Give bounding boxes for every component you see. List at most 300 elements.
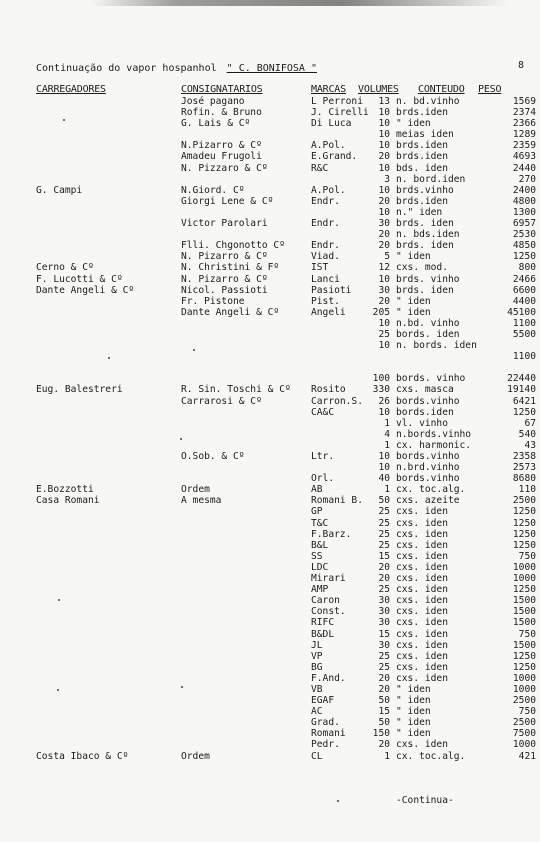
cell-volume: 25 xyxy=(378,517,390,529)
cell-peso: 1500 xyxy=(512,639,536,651)
table-row xyxy=(0,684,540,695)
cell-marca: AMP xyxy=(311,584,329,596)
table-row xyxy=(0,418,540,429)
table-row xyxy=(0,651,540,662)
cell-volume: 50 xyxy=(378,717,390,729)
cell-peso: 1500 xyxy=(512,617,536,629)
table-row xyxy=(0,429,540,440)
cell-volume: 25 xyxy=(378,661,390,673)
cell-conteudo: cxs. iden xyxy=(396,650,448,662)
cell-volume: 20 xyxy=(378,151,390,163)
cell-conteudo: cxs. iden xyxy=(396,506,448,518)
cell-peso: 2500 xyxy=(512,495,536,507)
cell-consignatario: O.Sob. & Cº xyxy=(181,451,245,462)
cell-volume: 30 xyxy=(378,639,390,651)
cell-consignatario: Ordem xyxy=(181,750,210,762)
cell-volume: 10 xyxy=(378,340,390,352)
cell-conteudo: bords.iden xyxy=(396,406,454,418)
cell-volume: 50 xyxy=(378,695,390,707)
cell-conteudo: cxs. iden xyxy=(396,561,448,573)
column-header-marcas: MARCAS xyxy=(311,84,346,95)
cell-conteudo: " iden xyxy=(396,717,431,729)
cell-marca: A.Pol. xyxy=(311,140,346,152)
cell-conteudo: meias iden xyxy=(396,129,454,141)
cell-conteudo: n. bds.iden xyxy=(396,229,460,241)
cell-marca: Grad. xyxy=(311,717,340,729)
cell-marca: A.Pol. xyxy=(311,184,346,196)
cell-volume: 25 xyxy=(378,528,390,540)
cell-peso: 8680 xyxy=(512,473,536,485)
cell-carregador: Costa Ibaco & Cº xyxy=(36,750,129,762)
cell-consignatario: Flli. Chgonotto Cº xyxy=(181,240,285,252)
cell-marca: SS xyxy=(311,550,323,562)
cell-volume: 40 xyxy=(378,473,390,485)
table-row xyxy=(0,129,540,140)
scan-speck xyxy=(181,686,183,688)
table-row xyxy=(0,140,540,151)
cell-marca: Viad. xyxy=(311,251,340,263)
cell-volume: 10 xyxy=(378,406,390,418)
cell-volume: 10 xyxy=(378,273,390,285)
cell-volume: 10 xyxy=(378,184,390,196)
cell-consignatario: Nicol. Passioti xyxy=(181,284,268,296)
cell-volume: 25 xyxy=(378,506,390,518)
cell-conteudo: " iden xyxy=(396,118,431,130)
cell-consignatario: Rofin. & Bruno xyxy=(181,107,262,119)
table-row xyxy=(0,706,540,717)
cell-marca: GP xyxy=(311,506,323,518)
cell-volume: 1 xyxy=(384,750,390,762)
cell-conteudo: " iden xyxy=(396,706,431,718)
cell-conteudo: brds.iden xyxy=(396,151,448,163)
cell-conteudo: " iden xyxy=(396,695,431,707)
cell-conteudo: cxs. iden xyxy=(396,584,448,596)
scan-speck xyxy=(193,349,195,351)
cell-peso: 750 xyxy=(518,550,536,562)
cell-consignatario: Dante Angeli & Cº xyxy=(181,306,280,318)
cell-volume: 20 xyxy=(378,195,390,207)
cell-peso: 1000 xyxy=(512,739,536,751)
cell-peso: 22440 xyxy=(507,373,536,385)
table-row xyxy=(0,340,540,351)
cell-peso: 1300 xyxy=(512,206,536,218)
cell-peso: 1250 xyxy=(512,517,536,529)
cell-peso: 750 xyxy=(518,628,536,640)
table-row xyxy=(0,151,540,162)
table-row xyxy=(0,229,540,240)
cell-consignatario: N. Christini & Fº xyxy=(181,262,280,274)
cell-consignatario: A mesma xyxy=(181,495,222,507)
cell-marca: Romani B. xyxy=(311,495,363,507)
cell-volume: 26 xyxy=(378,395,390,407)
cell-conteudo: cxs. masca xyxy=(396,384,454,396)
cell-volume: 30 xyxy=(378,595,390,607)
table-row xyxy=(0,751,540,762)
cell-volume: 150 xyxy=(372,728,390,740)
cell-conteudo: cxs. iden xyxy=(396,550,448,562)
cell-conteudo: cxs. iden xyxy=(396,606,448,618)
cell-peso: 2400 xyxy=(512,184,536,196)
cell-peso: 2500 xyxy=(512,695,536,707)
table-row xyxy=(0,551,540,562)
cell-marca: Caron xyxy=(311,595,340,607)
cell-marca: R&C xyxy=(311,162,329,174)
scan-speck xyxy=(180,438,182,440)
cell-conteudo: bords.vinho xyxy=(396,473,460,485)
cell-conteudo: n. bd.vinho xyxy=(396,96,460,107)
cell-conteudo: cxs. iden xyxy=(396,528,448,540)
cell-volume: 25 xyxy=(378,328,390,340)
table-row xyxy=(0,739,540,750)
cell-conteudo: brds. iden xyxy=(396,284,454,296)
table-row xyxy=(0,118,540,129)
cell-volume: 5 xyxy=(384,251,390,263)
table-row xyxy=(0,451,540,462)
cell-marca: JL xyxy=(311,639,323,651)
cell-volume: 20 xyxy=(378,683,390,695)
table-row xyxy=(0,274,540,285)
table-row xyxy=(0,285,540,296)
cell-marca: Endr. xyxy=(311,218,340,230)
cell-volume: 15 xyxy=(378,628,390,640)
cell-volume: 15 xyxy=(378,706,390,718)
cell-marca: LDC xyxy=(311,561,329,573)
cell-conteudo: " iden xyxy=(396,728,431,740)
cell-peso: 540 xyxy=(518,428,536,440)
cell-volume: 20 xyxy=(378,229,390,241)
scan-edge-mark xyxy=(90,0,510,6)
cell-peso: 7500 xyxy=(512,728,536,740)
cell-conteudo: brds.vinho xyxy=(396,184,454,196)
cell-consignatario: R. Sin. Toschi & Cº xyxy=(181,384,291,396)
cell-conteudo: bords.vinho xyxy=(396,451,460,462)
scan-speck xyxy=(58,599,60,601)
cell-marca: Carron.S. xyxy=(311,395,363,407)
cell-carregador: Dante Angeli & Cº xyxy=(36,284,135,296)
cell-peso: 2500 xyxy=(512,717,536,729)
cell-conteudo: cxs. iden xyxy=(396,539,448,551)
table-row xyxy=(0,529,540,540)
cell-marca: IST xyxy=(311,262,329,274)
table-row xyxy=(0,717,540,728)
cell-conteudo: cxs. iden xyxy=(396,617,448,629)
continua-note: -Continua- xyxy=(396,795,454,806)
table-row xyxy=(0,629,540,640)
cell-peso: 67 xyxy=(524,417,536,429)
cell-marca: CL xyxy=(311,750,323,762)
cell-marca: VP xyxy=(311,650,323,662)
cell-peso: 2530 xyxy=(512,229,536,241)
cell-conteudo: cx. toc.alg. xyxy=(396,484,466,496)
scan-speck xyxy=(63,119,65,121)
cell-volume: 10 xyxy=(378,462,390,474)
cell-conteudo: n. bords. iden xyxy=(396,340,477,352)
cell-conteudo: bds. iden xyxy=(396,162,448,174)
cell-volume: 12 xyxy=(378,262,390,274)
table-row xyxy=(0,673,540,684)
cell-carregador: F. Lucotti & Cº xyxy=(36,273,123,285)
page-number: 8 xyxy=(518,60,525,71)
cell-volume: 10 xyxy=(378,107,390,119)
cell-peso: 1250 xyxy=(512,506,536,518)
cell-consignatario: Giorgi Lene & Cº xyxy=(181,195,274,207)
table-row xyxy=(0,695,540,706)
cell-peso: 45100 xyxy=(507,306,536,318)
table-row xyxy=(0,373,540,384)
cell-conteudo: cxs. iden xyxy=(396,639,448,651)
cell-peso: 1250 xyxy=(512,406,536,418)
cell-marca: Orl. xyxy=(311,473,335,485)
table-row xyxy=(0,584,540,595)
table-row xyxy=(0,440,540,451)
cell-consignatario: N.Giord. Cº xyxy=(181,184,245,196)
table-row xyxy=(0,240,540,251)
cell-volume: 25 xyxy=(378,584,390,596)
cell-conteudo: " iden xyxy=(396,683,431,695)
cell-consignatario: Carrarosi & Cº xyxy=(181,395,262,407)
table-row xyxy=(0,362,540,373)
cell-conteudo: bords.vinho xyxy=(396,395,460,407)
cell-peso: 4693 xyxy=(512,151,536,163)
cell-volume: 3 xyxy=(384,173,390,185)
table-row xyxy=(0,562,540,573)
table-row xyxy=(0,495,540,506)
cell-consignatario: Victor Parolari xyxy=(181,218,268,230)
table-row xyxy=(0,484,540,495)
cell-volume: 10 xyxy=(378,140,390,152)
cell-volume: 20 xyxy=(378,739,390,751)
cell-peso: 4800 xyxy=(512,195,536,207)
cell-peso: 1000 xyxy=(512,683,536,695)
cell-marca: L Perroni xyxy=(311,96,363,107)
cell-marca: Romani xyxy=(311,728,346,740)
cell-conteudo: n." iden xyxy=(396,206,443,218)
table-row xyxy=(0,174,540,185)
cell-volume: 4 xyxy=(384,428,390,440)
cell-peso: 1250 xyxy=(512,661,536,673)
cell-peso: 1100 xyxy=(512,317,536,329)
cell-carregador: Cerno & Cº xyxy=(36,262,94,274)
scan-speck xyxy=(57,689,59,691)
cell-marca: Pedr. xyxy=(311,739,340,751)
cell-marca: B&L xyxy=(311,539,329,551)
cell-marca: Lanci xyxy=(311,273,340,285)
cell-consignatario: N. Pizarro & Cº xyxy=(181,273,268,285)
table-row xyxy=(0,396,540,407)
cell-marca: Pist. xyxy=(311,295,340,307)
cell-volume: 30 xyxy=(378,218,390,230)
table-row xyxy=(0,407,540,418)
cell-consignatario: Ordem xyxy=(181,484,210,496)
table-row xyxy=(0,518,540,529)
cell-peso: 1569 xyxy=(512,96,536,107)
column-header-consignatarios: CONSIGNATARIOS xyxy=(181,84,263,95)
cell-peso: 6957 xyxy=(512,218,536,230)
document-heading xyxy=(36,63,317,74)
table-row xyxy=(0,196,540,207)
cell-conteudo: cxs. iden xyxy=(396,628,448,640)
table-row xyxy=(0,218,540,229)
cell-peso: 1000 xyxy=(512,561,536,573)
cell-marca: Const. xyxy=(311,606,346,618)
cell-peso: 110 xyxy=(518,484,536,496)
cell-marca: CA&C xyxy=(311,406,335,418)
cell-marca: AC xyxy=(311,706,323,718)
cell-marca: VB xyxy=(311,683,323,695)
cell-marca: J. Cirelli xyxy=(311,107,369,119)
cell-conteudo: cx. harmonic. xyxy=(396,439,472,451)
table-row xyxy=(0,540,540,551)
cell-conteudo: " iden xyxy=(396,251,431,263)
cell-marca: Rosito xyxy=(311,384,346,396)
scan-speck xyxy=(108,357,110,359)
cell-volume: 50 xyxy=(378,495,390,507)
cell-volume: 20 xyxy=(378,561,390,573)
table-row xyxy=(0,606,540,617)
table-row xyxy=(0,107,540,118)
column-header-peso: PESO xyxy=(478,84,502,95)
cell-volume: 30 xyxy=(378,606,390,618)
cell-conteudo: brds.iden xyxy=(396,107,448,119)
table-row xyxy=(0,595,540,606)
cell-consignatario: N. Pizarro & Cº xyxy=(181,251,268,263)
cell-peso: 1100 xyxy=(512,351,536,363)
cell-marca: Mirari xyxy=(311,573,346,585)
cell-peso: 421 xyxy=(518,750,536,762)
cell-conteudo: n.bd. vinho xyxy=(396,317,460,329)
cell-conteudo: cxs. iden xyxy=(396,517,448,529)
cell-carregador: G. Campi xyxy=(36,184,83,196)
cell-conteudo: brds. vinho xyxy=(396,273,460,285)
cell-marca: Angeli xyxy=(311,306,346,318)
cell-marca: E.Grand. xyxy=(311,151,358,163)
cell-marca: RIFC xyxy=(311,617,335,629)
cell-peso: 270 xyxy=(518,173,536,185)
table-row xyxy=(0,96,540,107)
cell-marca: Di Luca xyxy=(311,118,352,130)
column-header-carregadores: CARREGADORES xyxy=(36,84,106,95)
cell-peso: 1250 xyxy=(512,528,536,540)
table-row xyxy=(0,163,540,174)
cell-conteudo: cxs. iden xyxy=(396,573,448,585)
cell-peso: 1250 xyxy=(512,650,536,662)
table-row xyxy=(0,251,540,262)
column-header-volumes: VOLUMES xyxy=(358,84,399,95)
cell-conteudo: " iden xyxy=(396,295,431,307)
cell-marca: B&DL xyxy=(311,628,335,640)
cell-conteudo: cxs. iden xyxy=(396,739,448,751)
cell-volume: 25 xyxy=(378,650,390,662)
cell-consignatario: G. Lais & Cº xyxy=(181,118,251,130)
table-row xyxy=(0,640,540,651)
cell-volume: 15 xyxy=(378,550,390,562)
cell-conteudo: n.brd.vinho xyxy=(396,462,460,474)
cell-marca: EGAF xyxy=(311,695,335,707)
table-row xyxy=(0,506,540,517)
cell-volume: 10 xyxy=(378,206,390,218)
cell-peso: 2374 xyxy=(512,107,536,119)
cell-volume: 20 xyxy=(378,295,390,307)
cell-peso: 43 xyxy=(524,439,536,451)
cell-volume: 1 xyxy=(384,484,390,496)
cell-peso: 2359 xyxy=(512,140,536,152)
cell-consignatario: N.Pizarro & Cº xyxy=(181,140,262,152)
cell-volume: 1 xyxy=(384,417,390,429)
table-row xyxy=(0,307,540,318)
scan-speck xyxy=(337,800,339,802)
cell-volume: 10 xyxy=(378,118,390,130)
table-row xyxy=(0,573,540,584)
table-row xyxy=(0,462,540,473)
cell-marca: AB xyxy=(311,484,323,496)
table-row xyxy=(0,207,540,218)
cell-conteudo: cxs. iden xyxy=(396,672,448,684)
table-row xyxy=(0,728,540,739)
cell-consignatario: José pagano xyxy=(181,96,245,107)
cell-conteudo: cxs. iden xyxy=(396,595,448,607)
cell-consignatario: Fr. Pistone xyxy=(181,295,245,307)
cell-consignatario: Amadeu Frugoli xyxy=(181,151,262,163)
cell-peso: 1250 xyxy=(512,539,536,551)
cell-peso: 1500 xyxy=(512,606,536,618)
cell-peso: 1250 xyxy=(512,584,536,596)
cell-consignatario: N. Pizzaro & Cº xyxy=(181,162,268,174)
cell-peso: 6600 xyxy=(512,284,536,296)
cell-volume: 20 xyxy=(378,240,390,252)
cell-marca: F.Barz. xyxy=(311,528,352,540)
table-row xyxy=(0,662,540,673)
cell-conteudo: " iden xyxy=(396,306,431,318)
cell-conteudo: cxs. mod. xyxy=(396,262,448,274)
table-row xyxy=(0,617,540,628)
cell-peso: 2466 xyxy=(512,273,536,285)
cell-peso: 4850 xyxy=(512,240,536,252)
cell-volume: 25 xyxy=(378,539,390,551)
cell-conteudo: vl. vinho xyxy=(396,417,448,429)
cell-peso: 5500 xyxy=(512,328,536,340)
cell-peso: 1289 xyxy=(512,129,536,141)
cell-carregador: Casa Romani xyxy=(36,495,100,507)
cell-carregador: Eug. Balestreri xyxy=(36,384,123,396)
table-row xyxy=(0,351,540,362)
table-row xyxy=(0,296,540,307)
cell-peso: 1000 xyxy=(512,573,536,585)
cell-volume: 10 xyxy=(378,129,390,141)
cell-volume: 1 xyxy=(384,439,390,451)
cell-volume: 30 xyxy=(378,284,390,296)
cell-peso: 4400 xyxy=(512,295,536,307)
table-row xyxy=(0,384,540,395)
table-row xyxy=(0,185,540,196)
manifest-table xyxy=(0,96,540,762)
cell-peso: 2366 xyxy=(512,118,536,130)
cell-peso: 2440 xyxy=(512,162,536,174)
cell-marca: Ltr. xyxy=(311,451,335,462)
cell-volume: 205 xyxy=(372,306,390,318)
cell-volume: 20 xyxy=(378,672,390,684)
cell-marca: T&C xyxy=(311,517,329,529)
cell-marca: BG xyxy=(311,661,323,673)
cell-marca: F.And. xyxy=(311,672,346,684)
ship-name: " C. BONIFOSA " xyxy=(226,63,317,74)
cell-conteudo: brds.iden xyxy=(396,195,448,207)
cell-peso: 1500 xyxy=(512,595,536,607)
cell-volume: 30 xyxy=(378,617,390,629)
cell-peso: 19140 xyxy=(507,384,536,396)
cell-marca: Endr. xyxy=(311,240,340,252)
cell-volume: 10 xyxy=(378,317,390,329)
cell-conteudo: cxs. azeite xyxy=(396,495,460,507)
